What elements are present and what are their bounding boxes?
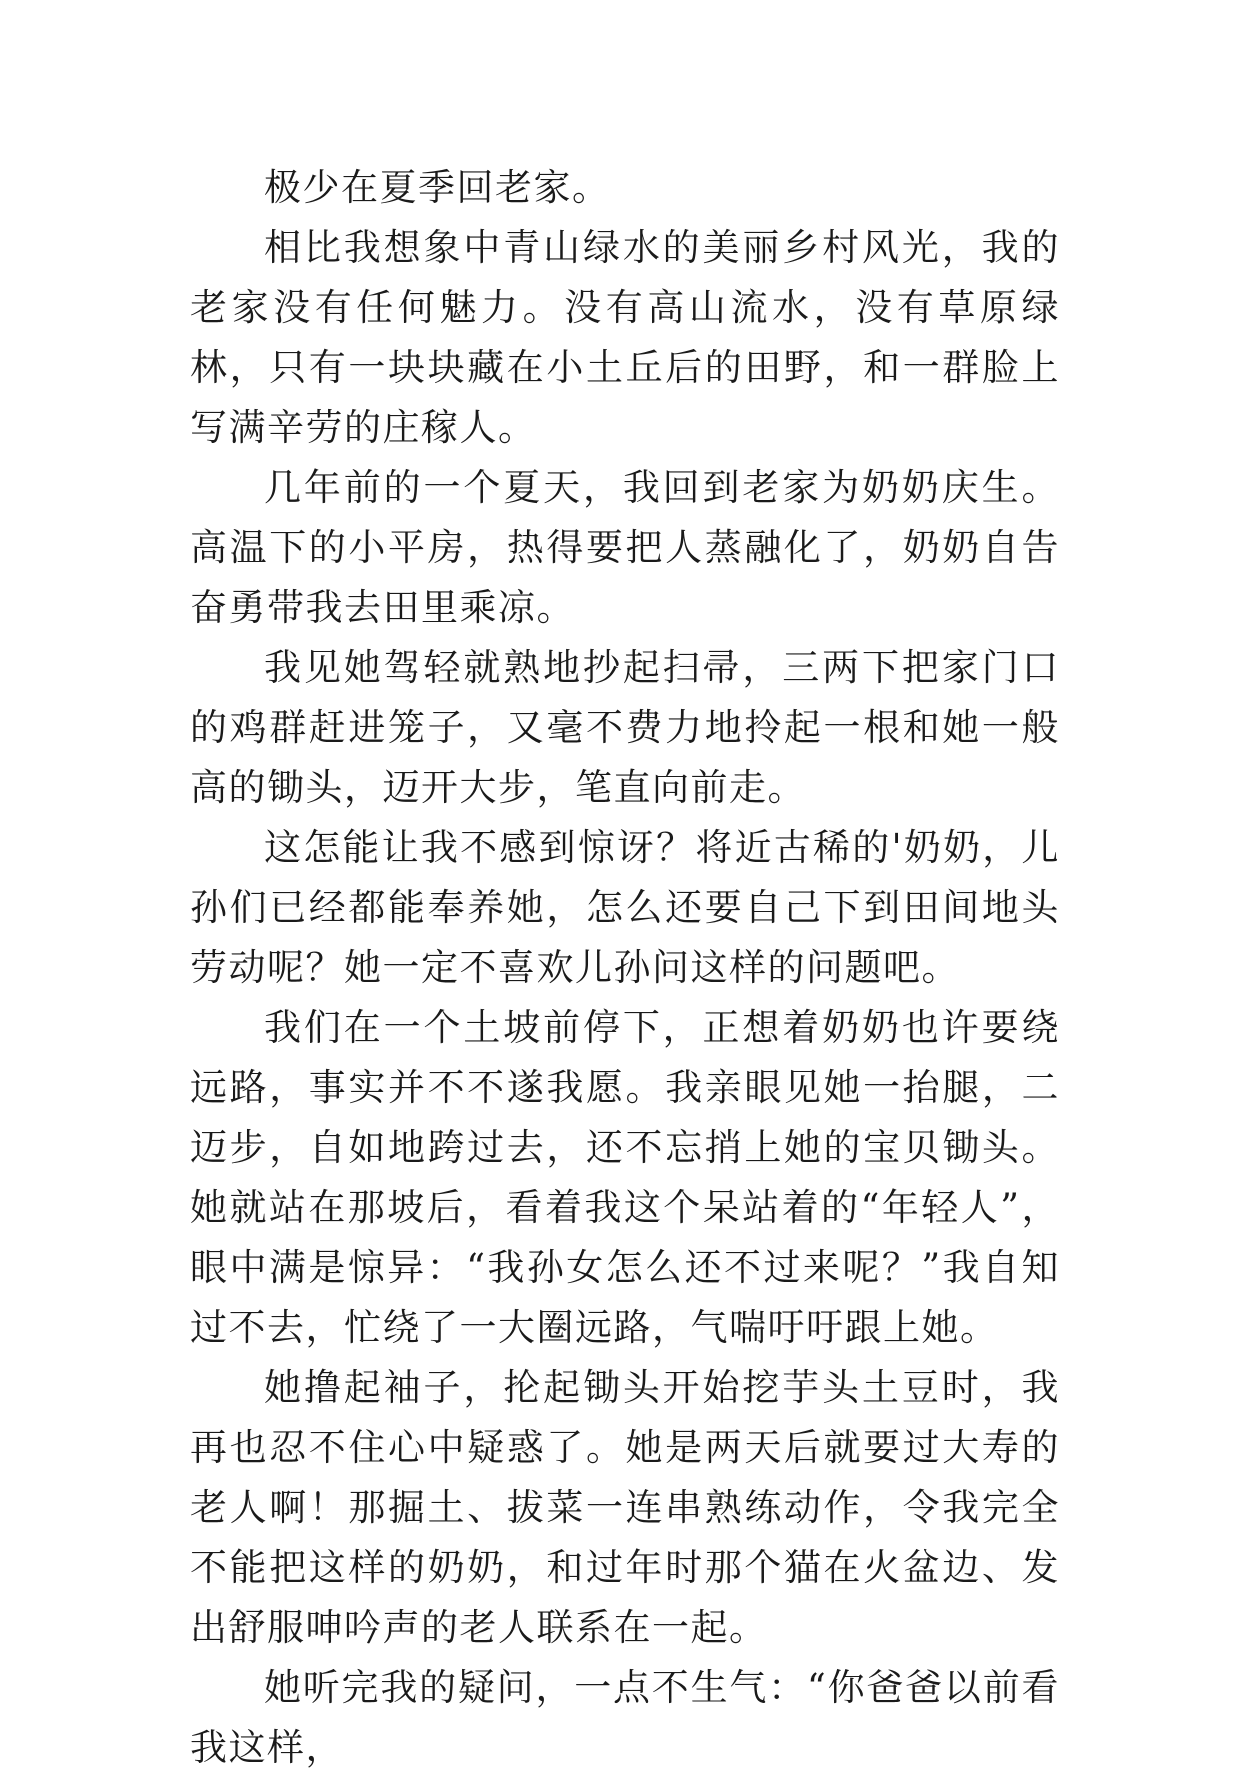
paragraph: 我见她驾轻就熟地抄起扫帚，三两下把家门口的鸡群赶进笼子，又毫不费力地拎起一根和她一般高的锄头，迈开大步，笔直向前走。: [190, 646, 1060, 809]
paragraph: 相比我想象中青山绿水的美丽乡村风光，我的老家没有任何魅力。没有高山流水，没有草原绿林，只有一块块藏在小土丘后的田野，和一群脸上写满辛劳的庄稼人。: [190, 226, 1060, 449]
body-text: [190, 158, 1060, 1778]
paragraph: 我们在一个土坡前停下，正想着奶奶也许要绕远路，事实并不不遂我愿。我亲眼见她一抬腿，二迈步，自如地跨过去，还不忘捎上她的宝贝锄头。她就站在那坡后，看着我这个呆站着的“年轻人”，眼中满是惊异：“我孙女怎么还不过来呢？”我自知过不去，忙绕了一大圈远路，气喘吁吁跟上她。: [190, 1006, 1060, 1349]
paragraph: 她听完我的疑问，一点不生气：“你爸爸以前看我这样，: [190, 1666, 1060, 1769]
paragraph: 几年前的一个夏天，我回到老家为奶奶庆生。高温下的小平房，热得要把人蒸融化了，奶奶自告奋勇带我去田里乘凉。: [190, 466, 1060, 629]
paragraph: 极少在夏季回老家。: [264, 166, 611, 209]
paragraph: 这怎能让我不感到惊讶？将近古稀的'奶奶，儿孙们已经都能奉养她，怎么还要自己下到田间地头劳动呢？她一定不喜欢儿孙问这样的问题吧。: [190, 826, 1060, 989]
paragraph: 她撸起袖子，抡起锄头开始挖芋头土豆时，我再也忍不住心中疑惑了。她是两天后就要过大寿的老人啊！那掘土、拔菜一连串熟练动作，令我完全不能把这样的奶奶，和过年时那个猫在火盆边、发出舒服呻吟声的老人联系在一起。: [190, 1366, 1060, 1649]
